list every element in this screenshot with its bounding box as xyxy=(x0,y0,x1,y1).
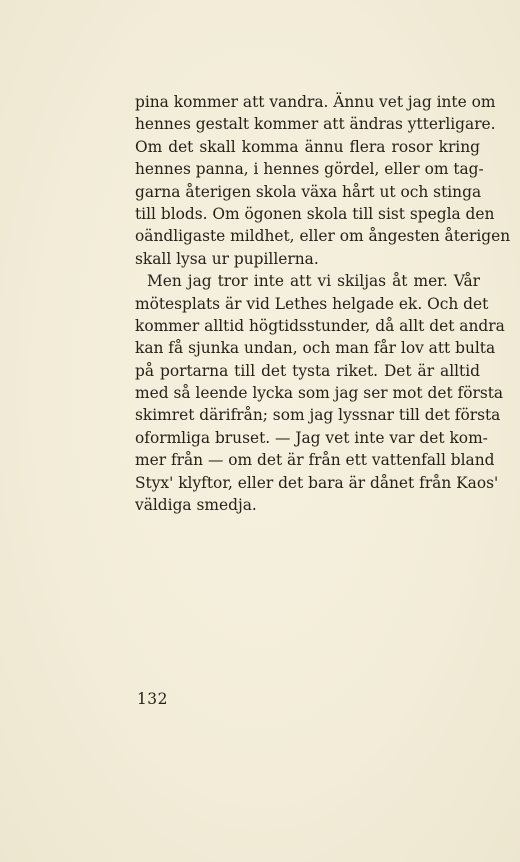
text-line: skall lysa ur pupillerna. xyxy=(135,249,319,268)
text-line: garna återigen skola växa hårt ut och stinga xyxy=(135,182,482,201)
text-line: väldiga smedja. xyxy=(135,496,257,515)
text-line: kan få sjunka undan, och man får lov att bulta xyxy=(135,339,496,358)
text-line: mer från — om det är från ett vattenfall bland xyxy=(135,451,495,470)
text-line: med så leende lycka som jag ser mot det första xyxy=(135,384,504,403)
text-line: kommer alltid högtidsstunder, då allt det andra xyxy=(135,316,505,335)
text-line: oformliga bruset. — Jag vet inte var det kom- xyxy=(135,428,488,447)
text-line: på portarna till det tysta riket. Det är alltid xyxy=(135,361,480,380)
text-line: oändligaste mildhet, eller om ångesten återigen xyxy=(135,227,511,246)
body-text xyxy=(135,91,511,516)
text-line: till blods. Om ögonen skola till sist spegla den xyxy=(135,204,495,223)
text-line: mötesplats är vid Lethes helgade ek. Och det xyxy=(135,294,489,313)
text-line: skimret därifrån; som jag lyssnar till det första xyxy=(135,406,501,425)
text-line: pina kommer att vandra. Ännu vet jag inte om xyxy=(135,93,496,111)
text-line: Styx' klyftor, eller det bara är dånet från Kaos' xyxy=(135,473,499,492)
text-line: hennes panna, i hennes gördel, eller om tag- xyxy=(135,160,484,179)
page-number: 132 xyxy=(137,690,168,708)
text-line: hennes gestalt kommer att ändras ytterligare. xyxy=(135,115,496,134)
text-line: Men jag tror inte att vi skiljas åt mer. Vår xyxy=(147,272,480,291)
text-line: Om det skall komma ännu flera rosor kring xyxy=(135,137,480,156)
